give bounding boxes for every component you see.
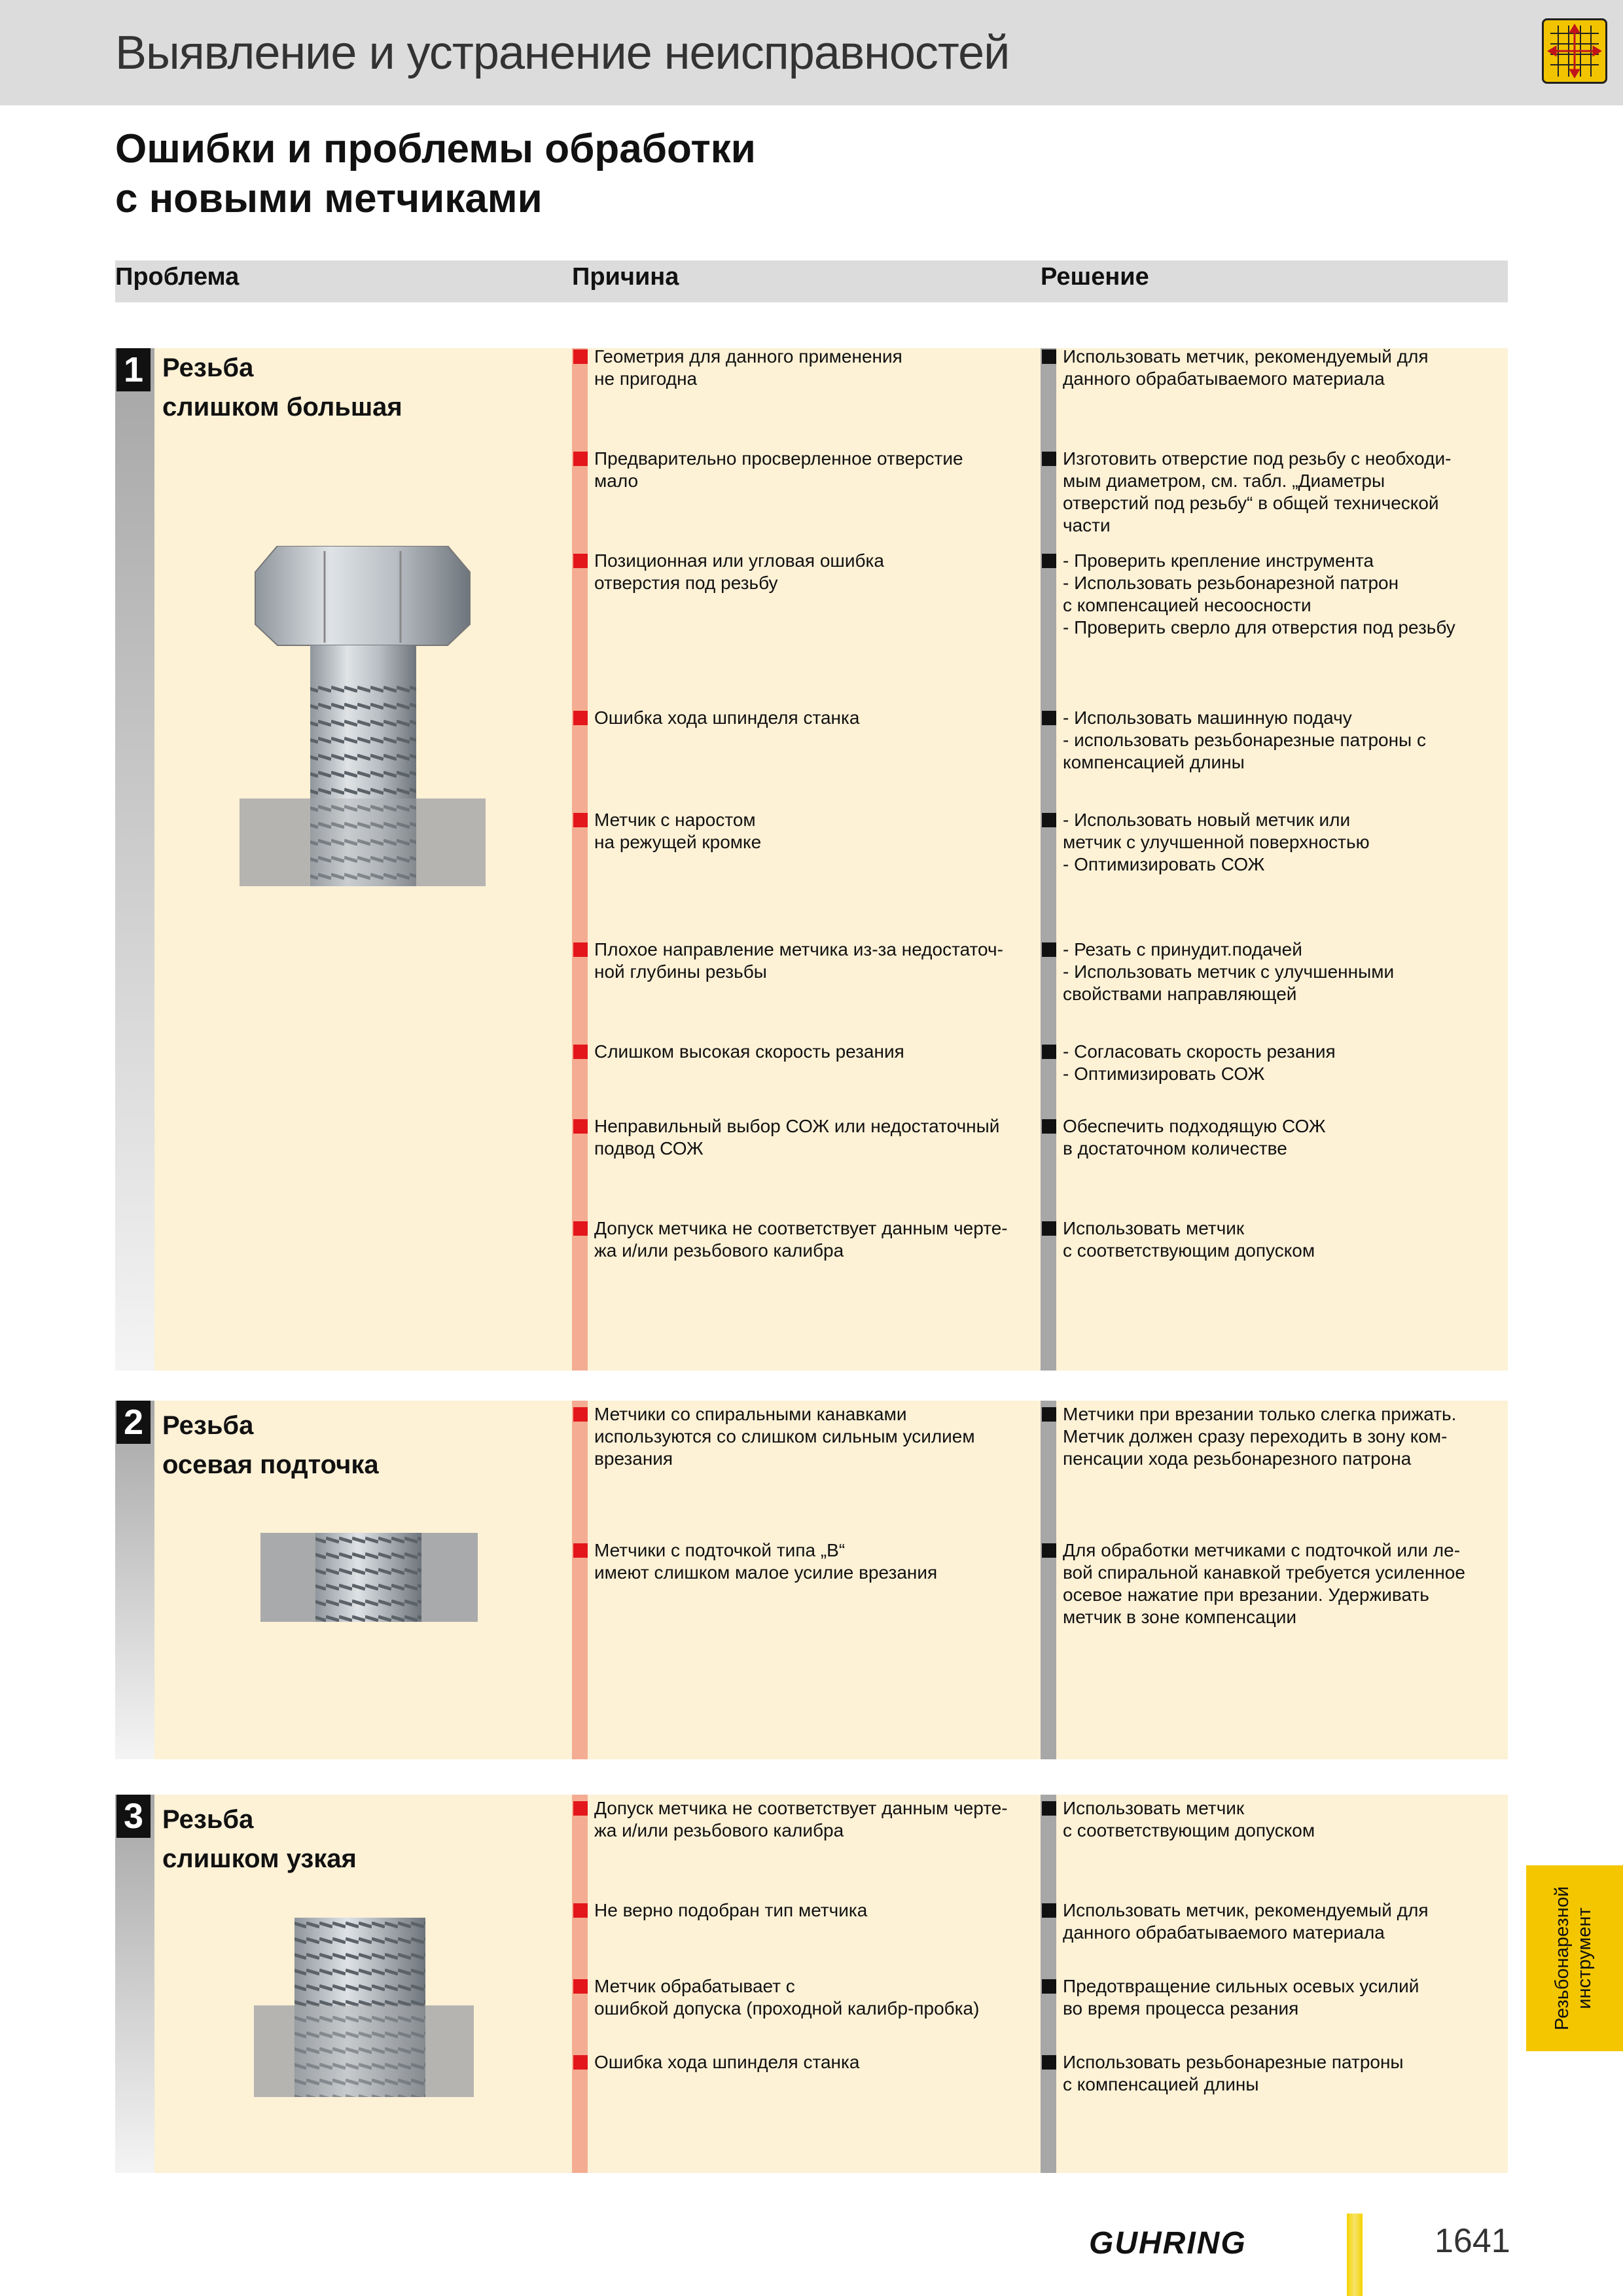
section-2-solution-bar [1041,1401,1056,1759]
solution-bullet [1042,711,1056,725]
cause-bullet [573,813,588,827]
solution-bullet [1042,350,1056,364]
solution-bullet [1042,1903,1056,1918]
cause-bullet [573,1407,588,1422]
column-header-cause: Причина [572,263,679,291]
solution-bullet [1042,813,1056,827]
solution-bullet [1042,2055,1056,2070]
cause-text: Ошибка хода шпинделя станка [594,708,860,728]
solution-text: Обеспечить подходящую СОЖ в достаточном количестве [1063,1116,1326,1158]
cause-bullet [573,711,588,725]
cause-text: Предварительно просверленное отверстие мало [594,448,963,491]
solution-text: Метчики при врезании только слегка прижать. Метчик должен сразу переходить в зону ком- пенсации хода резьбонарезного патрона [1063,1404,1457,1469]
cause-bullet [573,1979,588,1994]
solution-text: Использовать метчик, рекомендуемый для данного обрабатываемого материала [1063,1900,1429,1943]
section-2-cause-bar [572,1401,588,1759]
cause-text: Неправильный выбор СОЖ или недостаточный подвод СОЖ [594,1116,1000,1158]
solution-bullet [1042,1407,1056,1422]
cause-bullet [573,1543,588,1558]
section-1-gray-strip [115,348,154,1371]
solution-text: Изготовить отверстие под резьбу с необходи- мым диаметром, см. табл. „Диаметры отверстий под резьбу“ в общей технической части [1063,448,1452,535]
cause-bullet [573,350,588,364]
solution-text: Использовать метчик с соответствующим допуском [1063,1218,1315,1261]
solution-bullet [1042,452,1056,466]
cause-text: Метчики со спиральными канавками используются со слишком сильным усилием врезания [594,1404,975,1469]
section-3-gray-strip [115,1795,154,2173]
table-header [115,260,1508,302]
cause-bullet [573,554,588,568]
cause-text: Геометрия для данного применения не пригодна [594,346,902,389]
catalog-grid-icon [1542,18,1607,84]
bolt-photo-undersize [254,1918,474,2097]
cause-text: Слишком высокая скорость резания [594,1041,904,1062]
solution-bullet [1042,554,1056,568]
solution-text: Для обработки метчиками с подточкой или ле- вой спиральной канавкой требуется усиленное осевое нажатие при врезании. Удерживать метчик в зоне компенсации [1063,1540,1465,1627]
cause-text: Позиционная или угловая ошибка отверстия под резьбу [594,550,884,593]
solution-bullet [1042,1801,1056,1816]
thread-photo-axial [260,1533,478,1622]
section-1-title-line1: Резьба [162,353,254,382]
section-3-number: 3 [116,1795,151,1838]
cause-text: Не верно подобран тип метчика [594,1900,868,1920]
page-number: 1641 [1435,2222,1510,2260]
solution-bullet [1042,1045,1056,1059]
solution-text: - Резать с принудит.подачей - Использовать метчик с улучшенными свойствами направляющей [1063,939,1395,1004]
cause-text: Допуск метчика не соответствует данным черте- жа и/или резьбового калибра [594,1798,1008,1840]
cause-bullet [573,1903,588,1918]
column-header-problem: Проблема [115,263,240,291]
brand-logo: GUHRING [1089,2226,1247,2261]
cause-text: Метчик обрабатывает с ошибкой допуска (проходной калибр-пробка) [594,1976,980,2018]
section-1-title [162,348,402,427]
solution-text: - Использовать машинную подачу - использовать резьбонарезные патроны с компенсацией длины [1063,708,1426,772]
solution-bullet [1042,1979,1056,1994]
section-1-solution-bar [1041,348,1056,1371]
section-2-gray-strip [115,1401,154,1759]
cause-text: Метчики с подточкой типа „B“ имеют слишком малое усилие врезания [594,1540,938,1583]
section-3-title-line2: слишком узкая [162,1844,357,1873]
bolt-photo-oversize [240,546,486,886]
cause-bullet [573,1801,588,1816]
section-2-title [162,1406,379,1484]
column-header-solution: Решение [1041,263,1149,291]
cause-text: Метчик с наростом на режущей кромке [594,810,762,852]
section-3-title-line1: Резьба [162,1805,254,1834]
side-tab-label: Резьбонарезной инструмент [1552,1886,1595,2031]
solution-bullet [1042,942,1056,957]
section-2-title-line2: осевая подточка [162,1450,379,1479]
section-1-cause-bar [572,348,588,1371]
section-2-number: 2 [116,1401,151,1444]
solution-bullet [1042,1543,1056,1558]
solution-text: Использовать метчик с соответствующим допуском [1063,1798,1315,1840]
solution-text: Использовать метчик, рекомендуемый для данного обрабатываемого материала [1063,346,1429,389]
page-title [115,124,756,224]
section-2-title-line1: Резьба [162,1411,254,1440]
solution-text: - Проверить крепление инструмента - Использовать резьбонарезной патрон с компенсацией несоосности - Проверить сверло для отверстия под резьбу [1063,550,1455,637]
page-header-title: Выявление и устранение неисправностей [115,27,1010,79]
cause-text: Допуск метчика не соответствует данным черте- жа и/или резьбового калибра [594,1218,1008,1261]
cause-bullet [573,942,588,957]
cause-text: Плохое направление метчика из-за недостаточ- ной глубины резьбы [594,939,1003,982]
solution-text: Использовать резьбонарезные патроны с компенсацией длины [1063,2052,1404,2094]
solution-bullet [1042,1119,1056,1134]
solution-text: - Использовать новый метчик или метчик с улучшенной поверхностью - Оптимизировать СОЖ [1063,810,1370,874]
cause-bullet [573,452,588,466]
cause-bullet [573,1221,588,1236]
page-title-line2: с новыми метчиками [115,176,543,221]
cause-bullet [573,1045,588,1059]
solution-text: Предотвращение сильных осевых усилий во время процесса резания [1063,1976,1419,2018]
solution-text: - Согласовать скорость резания - Оптимизировать СОЖ [1063,1041,1336,1084]
cause-text: Ошибка хода шпинделя станка [594,2052,860,2072]
cause-bullet [573,2055,588,2070]
cause-bullet [573,1119,588,1134]
section-1-title-line2: слишком большая [162,393,402,422]
section-1-number: 1 [116,348,151,391]
footer-yellow-bar [1347,2214,1363,2296]
section-3-title [162,1800,357,1878]
solution-bullet [1042,1221,1056,1236]
page-title-line1: Ошибки и проблемы обработки [115,126,756,171]
